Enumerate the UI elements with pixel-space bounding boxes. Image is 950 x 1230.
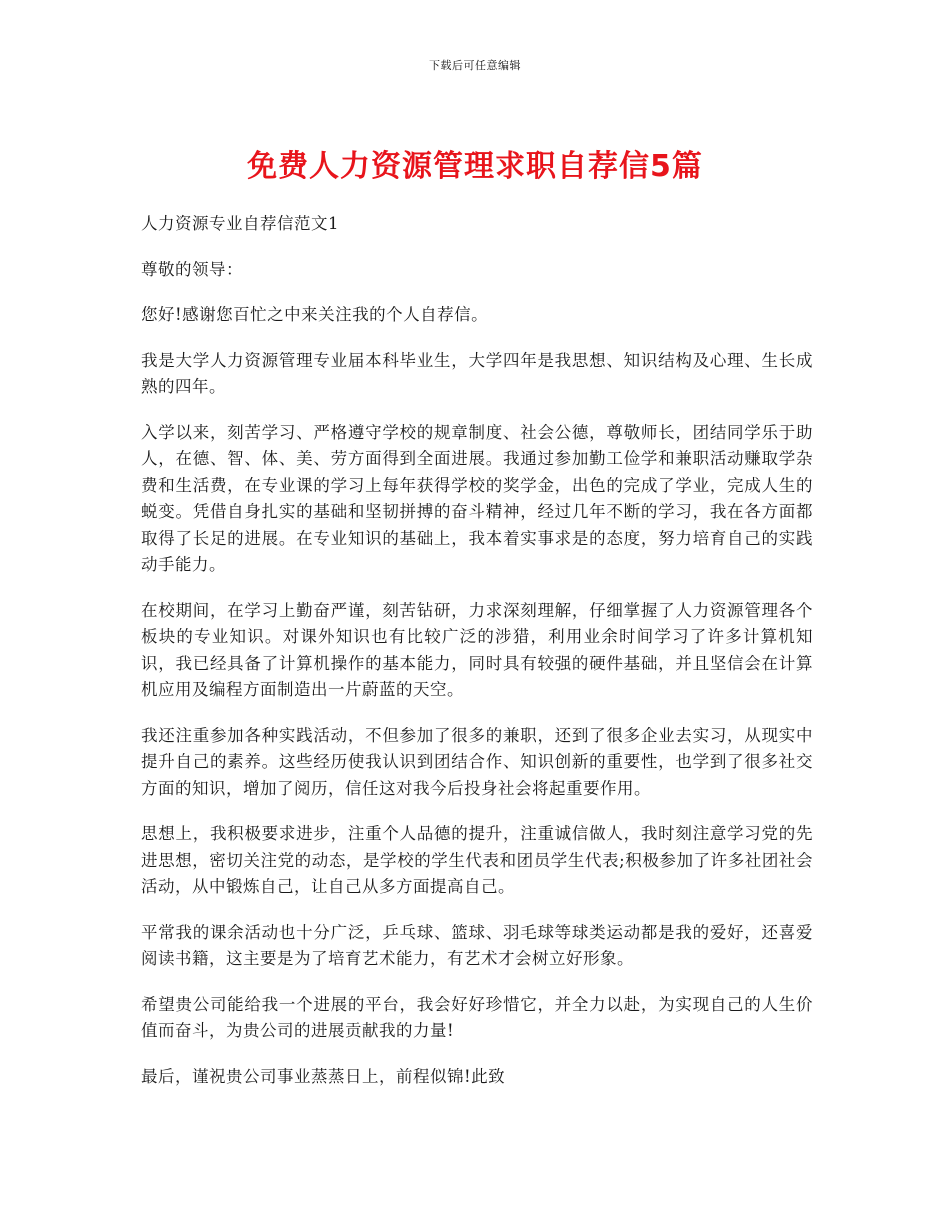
document-title: 免费人力资源管理求职自荐信5篇 — [247, 149, 703, 184]
paragraph: 希望贵公司能给我一个进展的平台，我会好好珍惜它，并全力以赴，为实现自己的人生价值而奋斗，为贵公司的进展贡献我的力量! — [141, 994, 813, 1040]
paragraph: 思想上，我积极要求进步，注重个人品德的提升，注重诚信做人，我时刻注意学习党的先进思想，密切关注党的动态，是学校的学生代表和团员学生代表;积极参加了许多社团社会活动，从中锻炼自己，让自己从多方面提高自己。 — [141, 824, 813, 896]
paragraph: 您好!感谢您百忙之中来关注我的个人自荐信。 — [141, 305, 489, 324]
closing-line: 最后，谨祝贵公司事业蒸蒸日上，前程似锦!此致 — [141, 1066, 506, 1086]
header-note: 下载后可任意编辑 — [429, 59, 521, 72]
paragraph: 在校期间，在学习上勤奋严谨，刻苦钻研，力求深刻理解，仔细掌握了人力资源管理各个板块的专业知识。对课外知识也有比较广泛的涉猎，利用业余时间学习了许多计算机知识，我已经具备了计算机操作的基本能力，同时具有较强的硬件基础，并且坚信会在计算机应用及编程方面制造出一片蔚蓝的天空。 — [141, 600, 813, 699]
section-heading: 人力资源专业自荐信范文1 — [141, 214, 339, 233]
paragraph: 入学以来，刻苦学习、严格遵守学校的规章制度、社会公德，尊敬师长，团结同学乐于助人，在德、智、体、美、劳方面得到全面进展。我通过参加勤工俭学和兼职活动赚取学杂费和生活费，在专业课的学习上每年获得学校的奖学金，出色的完成了学业，完成人生的蜕变。凭借自身扎实的基础和坚韧拼搏的奋斗精神，经过几年不断的学习，我在各方面都取得了长足的进展。在专业知识的基础上，我本着实事求是的态度，努力培育自己的实践动手能力。 — [141, 422, 813, 574]
salutation: 尊敬的领导： — [141, 259, 243, 279]
paragraph: 我是大学人力资源管理专业届本科毕业生，大学四年是我思想、知识结构及心理、生长成熟的四年。 — [141, 350, 813, 396]
paragraph: 平常我的课余活动也十分广泛，乒乓球、篮球、羽毛球等球类运动都是我的爱好，还喜爱阅读书籍，这主要是为了培育艺术能力，有艺术才会树立好形象。 — [141, 922, 813, 968]
paragraph: 我还注重参加各种实践活动，不但参加了很多的兼职，还到了很多企业去实习，从现实中提升自己的素养。这些经历使我认识到团结合作、知识创新的重要性，也学到了很多社交方面的知识，增加了阅历，信任这对我今后投身社会将起重要作用。 — [141, 725, 813, 798]
document-body — [141, 211, 813, 1109]
